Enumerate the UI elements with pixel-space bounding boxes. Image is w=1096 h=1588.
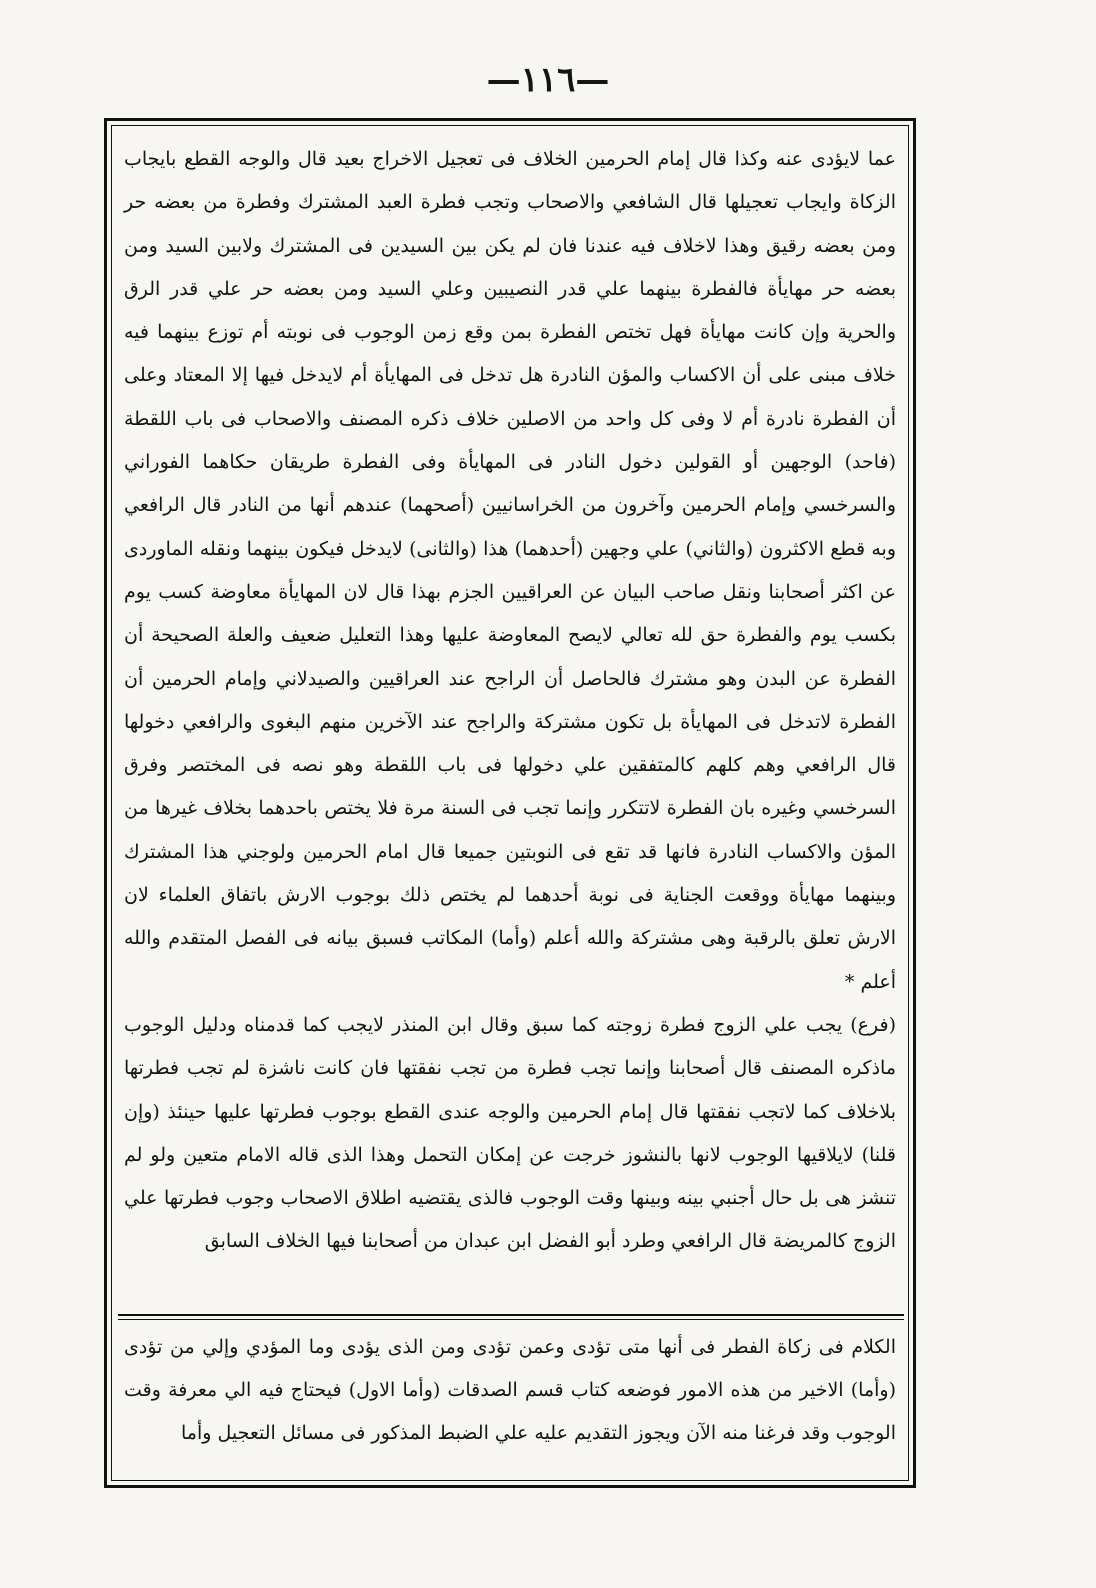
footnote-text-block: [124, 1326, 896, 1455]
section-divider: [118, 1314, 904, 1316]
footnote-paragraph: الكلام فى زكاة الفطر فى أنها متى تؤدى وعمن تؤدى ومن الذى يؤدى وما المؤدي وإلي من تؤدى (وأما) الاخير من هذه الامور فوضعه كتاب قسم الصدقات (وأما الاول) فيحتاج فيه الي معرفة وقت الوجوب وقد فرغنا منه الآن ويجوز التقديم عليه علي الضبط المذكور فى مسائل التعجيل وأما: [124, 1336, 896, 1444]
main-paragraph: عما لايؤدى عنه وكذا قال إمام الحرمين الخلاف فى تعجيل الاخراج بعيد قال والوجه القطع بايجاب الزكاة وايجاب تعجيلها قال الشافعي والاصحاب وتجب فطرة العبد المشترك وفطرة من بعضه حر ومن بعضه رقيق وهذا لاخلاف فيه عندنا فان لم يكن بين السيدين فى المشترك ولابين السيد ومن بعضه حر مهايأة فالفطرة بينهما علي قدر النصيبين وعلي السيد ومن بعضه حر علي قدر الرق والحرية وإن كانت مهايأة فهل تختص الفطرة بمن وقع زمن الوجوب فى نوبته أم توزع بينهما فيه خلاف مبنى على أن الاكساب والمؤن النادرة هل تدخل فى المهايأة أم لايدخل فيها إلا المعتاد وعلى أن الفطرة نادرة أم لا وفى كل واحد من الاصلين خلاف ذكره المصنف والاصحاب فى باب اللقطة (فاحد) الوجهين أو القولين دخول النادر فى المهايأة وفى الفطرة طريقان حكاهما الفوراني والسرخسي وإمام الحرمين وآخرون من الخراسانيين (أصحهما) عندهم أنها من النادر قال الرافعي وبه قطع الاكثرون (والثاني) علي وجهين (أحدهما) هذا (والثانى) لايدخل فيكون بينهما ونقله الماوردى عن اكثر أصحابنا ونقل صاحب البيان عن العراقيين الجزم بهذا قال لان المهايأة معاوضة كسب يوم بكسب يوم والفطرة حق لله تعالي لايصح المعاوضة عليها وهذا التعليل ضعيف والعلة الصحيحة أن الفطرة عن البدن وهو مشترك فالحاصل أن الراجح عند العراقيين والصيدلاني وإمام الحرمين أن الفطرة لاتدخل فى المهايأة بل تكون مشتركة والراجح عند الآخرين منهم البغوى والرافعي دخولها قال الرافعي وهم كلهم كالمتفقين علي دخولها فى باب اللقطة وهو نصه فى المختصر وفرق السرخسي وغيره بان الفطرة لاتتكرر وإنما تجب فى السنة مرة فلا يختص باحدهما بخلاف غيرها من المؤن والاكساب النادرة فانها قد تقع فى النوبتين جميعا قال امام الحرمين ولوجني هذا المشترك وبينهما مهايأة ووقعت الجناية فى نوبة أحدهما لم يختص ذلك بوجوب الارش باتفاق العلماء لان الارش تعلق بالرقبة وهى مشتركة والله أعلم (وأما) المكاتب فسبق بيانه فى الفصل المتقدم والله أعلم *: [124, 148, 896, 993]
page-number: —١١٦—: [486, 60, 610, 100]
main-text-block: [124, 138, 896, 1264]
main-paragraph: (فرع) يجب علي الزوج فطرة زوجته كما سبق وقال ابن المنذر لايجب كما قدمناه ودليل الوجوب ماذكره المصنف قال أصحابنا وإنما تجب فطرة من تجب نفقتها فان كانت ناشزة لم تجب فطرتها بلاخلاف كما لاتجب نفقتها قال إمام الحرمين والوجه عندى القطع بوجوب فطرتها عليها حينئذ (وإن قلنا) لايلاقيها الوجوب لانها بالنشوز خرجت عن إمكان التحمل وهذا الذى قاله الامام متعين ولو لم تنشز هى بل حال أجنبي بينه وبينها وقت الوجوب فالذى يقتضيه اطلاق الاصحاب وجوب فطرتها علي الزوج كالمريضة قال الرافعي وطرد أبو الفضل ابن عبدان من أصحابنا فيها الخلاف السابق: [124, 1013, 896, 1253]
